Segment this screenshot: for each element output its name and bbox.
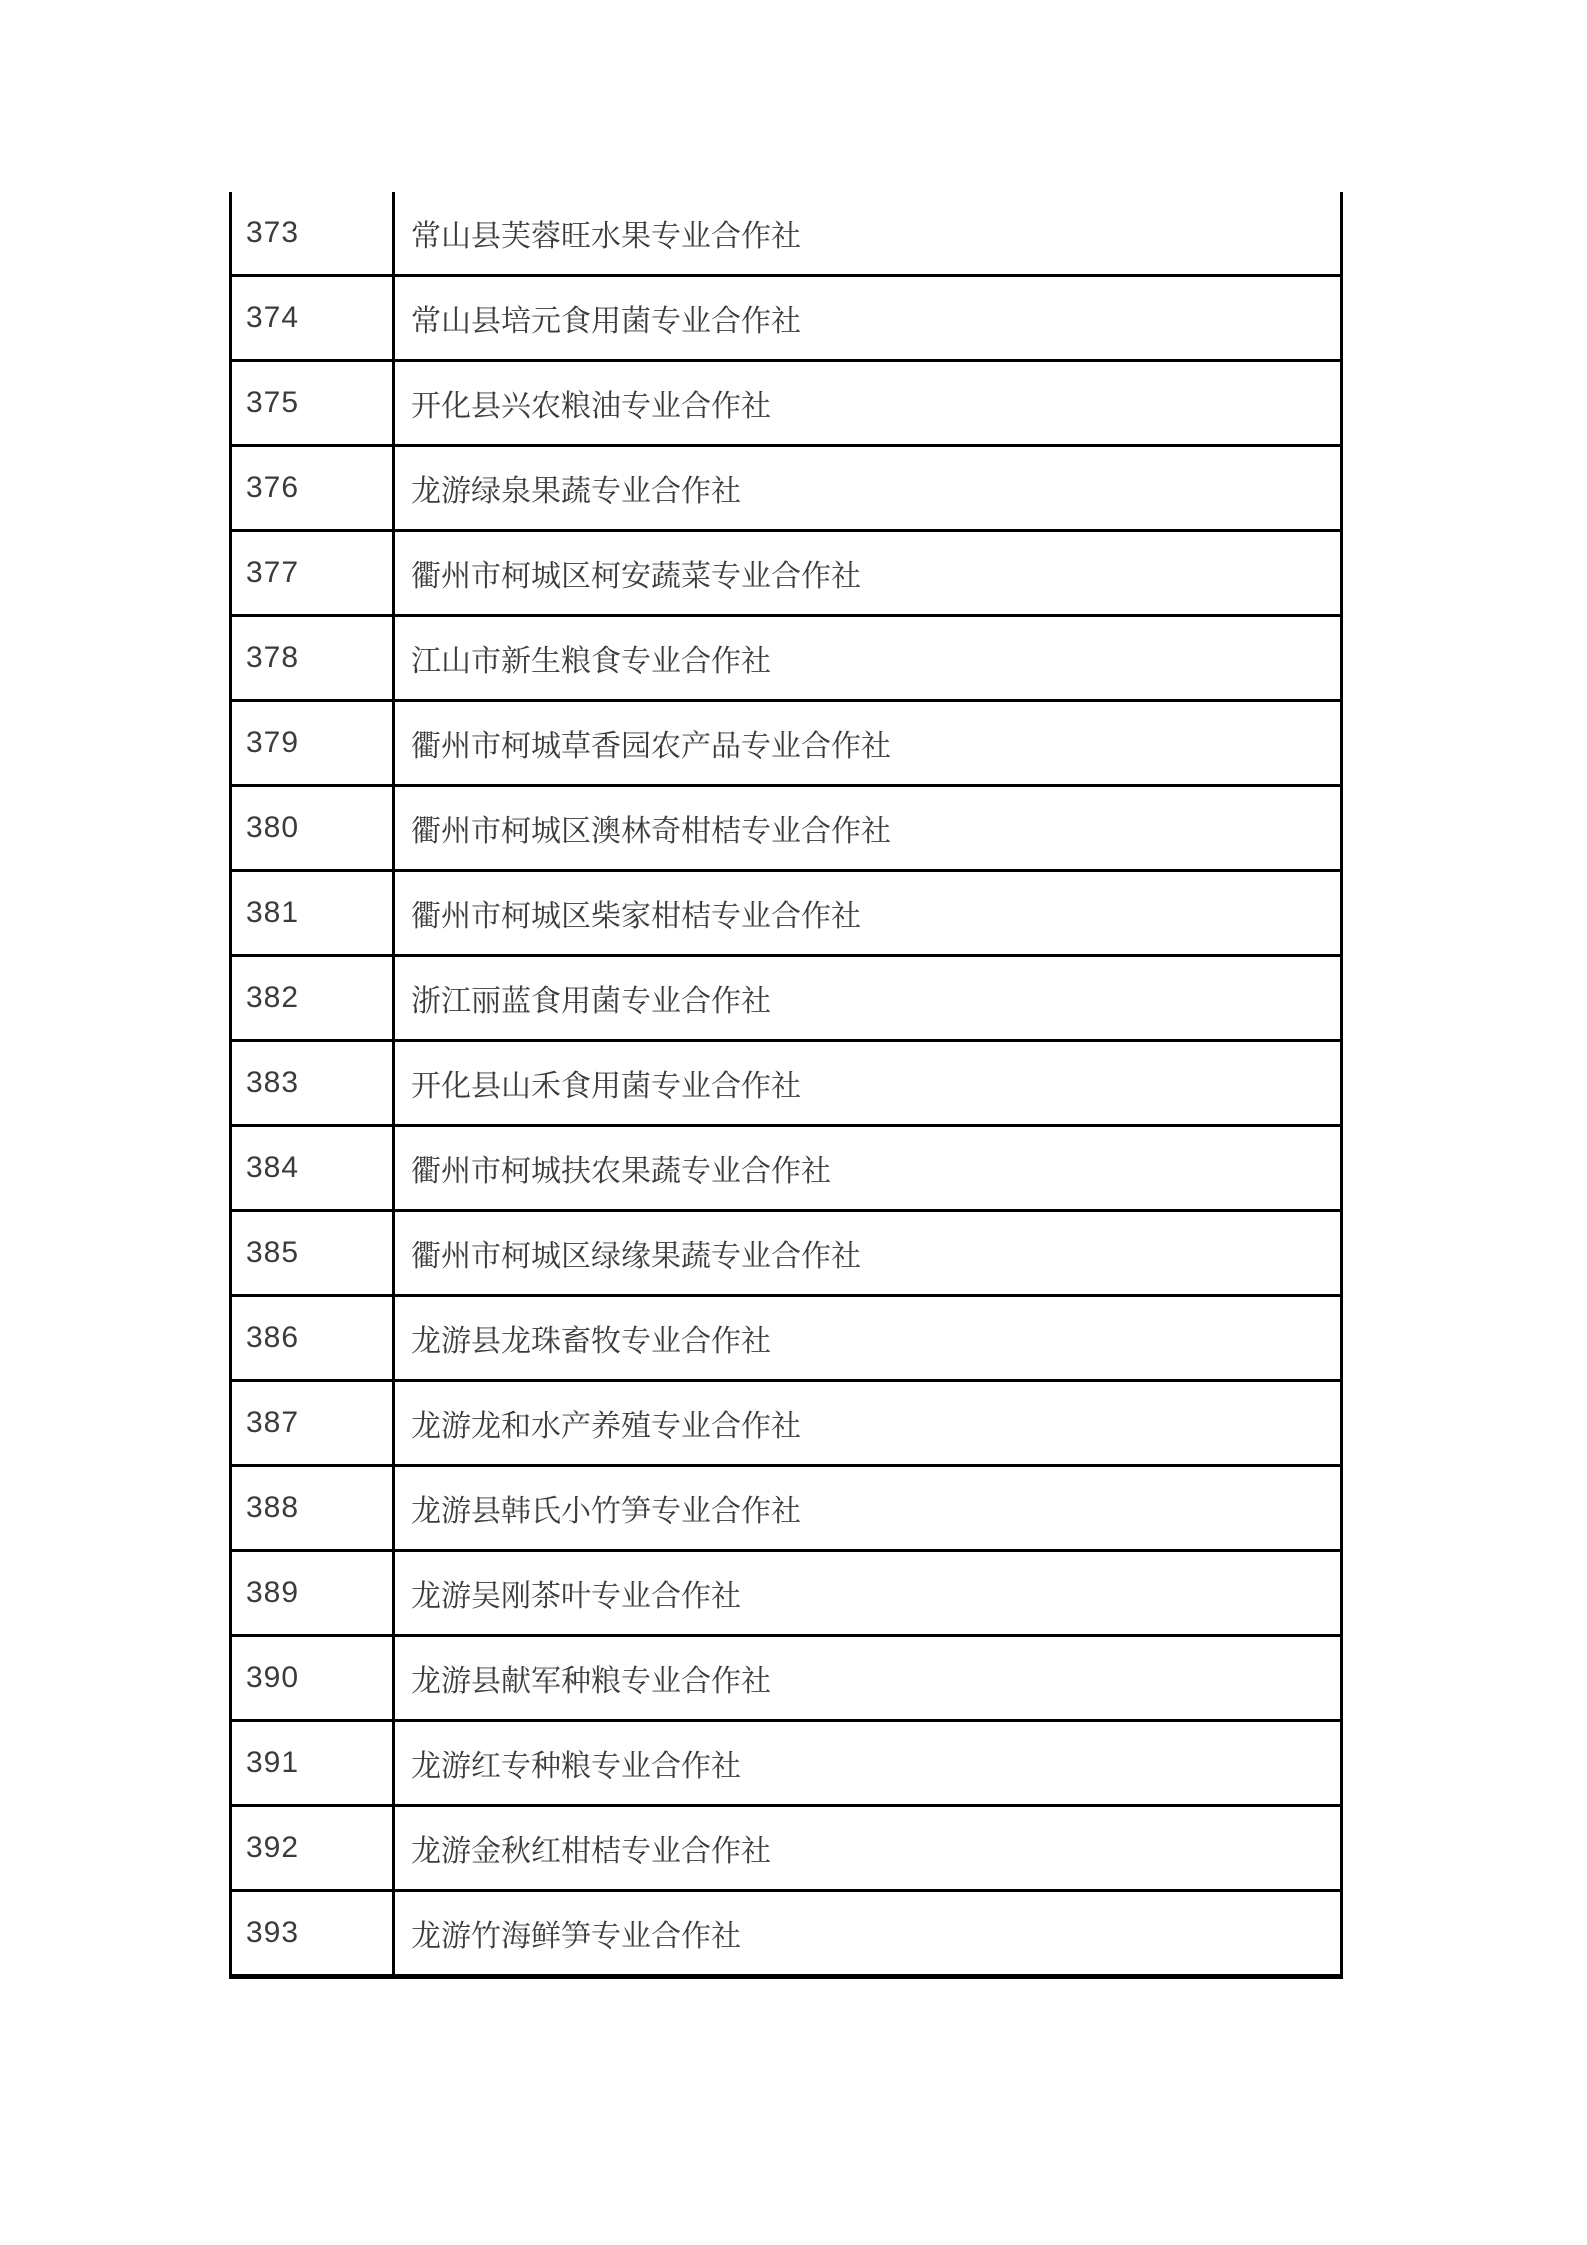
cooperative-name: 龙游金秋红柑桔专业合作社	[411, 1835, 771, 1868]
table-row	[232, 1467, 1340, 1552]
row-number: 393	[246, 1916, 300, 1949]
cooperative-name: 龙游县献军种粮专业合作社	[411, 1665, 771, 1698]
table-row	[232, 787, 1340, 872]
row-number: 376	[246, 471, 300, 504]
row-name-cell	[395, 787, 1340, 869]
row-name-cell	[395, 617, 1340, 699]
row-number-cell	[232, 1637, 395, 1719]
row-number: 386	[246, 1321, 300, 1354]
row-name-cell	[395, 1297, 1340, 1379]
table-row	[232, 1127, 1340, 1212]
cooperative-name: 衢州市柯城草香园农产品专业合作社	[411, 730, 891, 763]
row-number: 378	[246, 641, 300, 674]
row-number: 384	[246, 1151, 300, 1184]
table-row	[232, 1042, 1340, 1127]
row-number-cell	[232, 1127, 395, 1209]
row-number: 379	[246, 726, 300, 759]
cooperative-name: 龙游吴刚茶叶专业合作社	[411, 1580, 741, 1613]
row-name-cell	[395, 1467, 1340, 1549]
row-number-cell	[232, 447, 395, 529]
row-name-cell	[395, 1892, 1340, 1974]
row-number: 389	[246, 1576, 300, 1609]
row-name-cell	[395, 957, 1340, 1039]
table-row	[232, 1722, 1340, 1807]
row-number-cell	[232, 1297, 395, 1379]
cooperative-table	[229, 192, 1343, 1979]
cooperative-name: 衢州市柯城扶农果蔬专业合作社	[411, 1155, 831, 1188]
cooperative-name: 龙游龙和水产养殖专业合作社	[411, 1410, 801, 1443]
row-number-cell	[232, 1467, 395, 1549]
cooperative-name: 龙游绿泉果蔬专业合作社	[411, 475, 741, 508]
row-name-cell	[395, 192, 1340, 274]
row-name-cell	[395, 872, 1340, 954]
table-row	[232, 1297, 1340, 1382]
table-row	[232, 1212, 1340, 1297]
cooperative-name: 常山县培元食用菌专业合作社	[411, 305, 801, 338]
row-number: 381	[246, 896, 300, 929]
row-name-cell	[395, 1552, 1340, 1634]
row-number-cell	[232, 362, 395, 444]
row-name-cell	[395, 1722, 1340, 1804]
row-number: 390	[246, 1661, 300, 1694]
row-number: 375	[246, 386, 300, 419]
table-row	[232, 277, 1340, 362]
cooperative-name: 龙游红专种粮专业合作社	[411, 1750, 741, 1783]
table-row	[232, 957, 1340, 1042]
cooperative-name: 开化县兴农粮油专业合作社	[411, 390, 771, 423]
cooperative-name: 浙江丽蓝食用菌专业合作社	[411, 985, 771, 1018]
row-name-cell	[395, 447, 1340, 529]
cooperative-name: 龙游竹海鲜笋专业合作社	[411, 1920, 741, 1953]
row-number-cell	[232, 1807, 395, 1889]
row-number: 373	[246, 216, 300, 249]
row-name-cell	[395, 1382, 1340, 1464]
row-name-cell	[395, 1807, 1340, 1889]
table-row	[232, 192, 1340, 277]
table-row	[232, 617, 1340, 702]
cooperative-name: 衢州市柯城区澳林奇柑桔专业合作社	[411, 815, 891, 848]
row-name-cell	[395, 532, 1340, 614]
row-number: 392	[246, 1831, 300, 1864]
row-number-cell	[232, 1042, 395, 1124]
row-number: 388	[246, 1491, 300, 1524]
row-number-cell	[232, 1722, 395, 1804]
row-number-cell	[232, 532, 395, 614]
row-number: 374	[246, 301, 300, 334]
row-number: 377	[246, 556, 300, 589]
row-name-cell	[395, 702, 1340, 784]
row-number-cell	[232, 787, 395, 869]
row-number: 383	[246, 1066, 300, 1099]
cooperative-name: 衢州市柯城区绿缘果蔬专业合作社	[411, 1240, 861, 1273]
row-number-cell	[232, 1892, 395, 1974]
row-number-cell	[232, 1212, 395, 1294]
cooperative-name: 常山县芙蓉旺水果专业合作社	[411, 220, 801, 253]
table-row	[232, 1637, 1340, 1722]
cooperative-name: 龙游县龙珠畜牧专业合作社	[411, 1325, 771, 1358]
row-number-cell	[232, 192, 395, 274]
row-number: 385	[246, 1236, 300, 1269]
row-number-cell	[232, 957, 395, 1039]
table-row	[232, 702, 1340, 787]
row-name-cell	[395, 1127, 1340, 1209]
row-number-cell	[232, 277, 395, 359]
table-row	[232, 1382, 1340, 1467]
table-row	[232, 532, 1340, 617]
table-row	[232, 1807, 1340, 1892]
row-number-cell	[232, 1382, 395, 1464]
cooperative-name: 开化县山禾食用菌专业合作社	[411, 1070, 801, 1103]
table-row	[232, 447, 1340, 532]
row-number: 380	[246, 811, 300, 844]
row-name-cell	[395, 362, 1340, 444]
cooperative-name: 江山市新生粮食专业合作社	[411, 645, 771, 678]
row-number-cell	[232, 1552, 395, 1634]
table-row	[232, 872, 1340, 957]
cooperative-name: 衢州市柯城区柯安蔬菜专业合作社	[411, 560, 861, 593]
row-name-cell	[395, 1042, 1340, 1124]
row-number: 387	[246, 1406, 300, 1439]
table-row	[232, 362, 1340, 447]
cooperative-name: 龙游县韩氏小竹笋专业合作社	[411, 1495, 801, 1528]
row-number-cell	[232, 872, 395, 954]
row-number-cell	[232, 702, 395, 784]
row-name-cell	[395, 1637, 1340, 1719]
row-number-cell	[232, 617, 395, 699]
row-number: 382	[246, 981, 300, 1014]
row-number: 391	[246, 1746, 300, 1779]
table-row	[232, 1892, 1340, 1974]
table-row	[232, 1552, 1340, 1637]
row-name-cell	[395, 1212, 1340, 1294]
row-name-cell	[395, 277, 1340, 359]
cooperative-name: 衢州市柯城区柴家柑桔专业合作社	[411, 900, 861, 933]
